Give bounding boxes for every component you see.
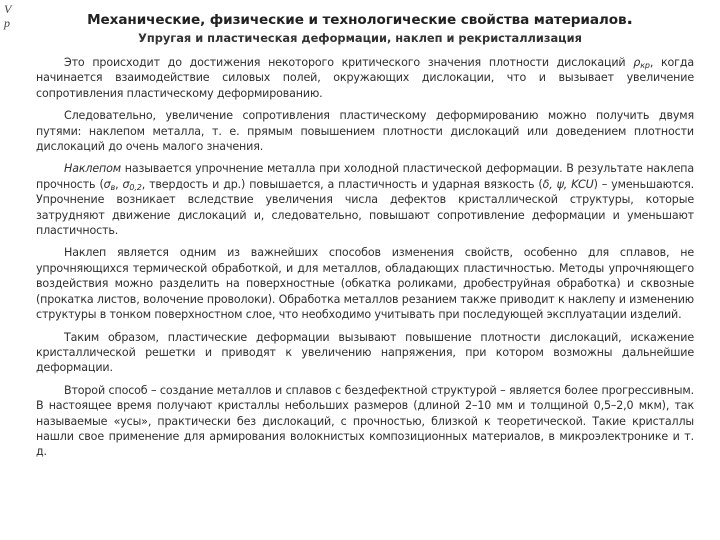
paragraph-hardening-methods: Наклеп является одним из важнейших способов изменения свойств, особенно для сплавов, не упрочняющихся термической обработкой, и для металлов, обладающих пластичностью. Методы упрочняющего воздействия можно разделить на поверхностные (обкатка роликами, дробеструйная обработка) и сквозные (прокатка листов, волочение проволоки). Обработка металлов резанием также приводит к наклепу и изменению структуры в тонком поверхностном слое, что необходимо учитывать при последующей эксплуатации изделий. [36,246,694,322]
sigma-02-symbol: σ [122,177,130,191]
page-title-text: Механические, физические и технологические свойства материалов [87,12,627,28]
p3-comma: , [115,177,123,191]
paragraph-two-ways: Следовательно, увеличение сопротивления пластическому деформированию можно получить двумя путями: наклепом металла, т. е. прямым повышением плотности дислокаций или доведением плотности дислокаций до очень малого значения. [36,109,694,154]
sigma-b-symbol: σ [103,177,111,191]
p3-text-2: , твердость и др.) повышается, а пластичность и ударная вязкость ( [141,177,543,191]
p1-text-before: Это происходит до достижения некоторого критического значения плотности дислокаций [64,56,634,69]
p3-text-3: ) – уменьшаются. Упрочнение возникает вследствие увеличения числа дефектов кристаллической структуры, которые затрудняют движение дислокаций и, следовательно, повышают сопротивление деформации и уменьшают пластичность. [36,177,694,238]
corner-mark: V p [4,2,12,30]
page-title [0,9,720,29]
sigma-b-subscript: в [110,182,116,192]
p3-text-1: называется упрочнение металла при холодной пластической деформации. В результате наклепа прочность ( [36,162,694,191]
rho-subscript: кр [640,61,650,70]
paragraph-defect-free-whiskers: Второй способ – создание металлов и сплавов с бездефектной структурой – является более прогрессивным. В настоящее время получают кристаллы небольших размеров (длиной 2–10 мм и толщиной 0,5–2,0 мкм), так называемые «усы», практически без дислокаций, с прочностью, близкой к теоретической. Такие кристаллы нашли свое применение для армирования волокнистых композиционных материалов, в микроэлектронике и т. д. [36,383,694,459]
rho-symbol: ρ [633,56,641,69]
body-text [36,55,694,460]
page-subtitle: Упругая и пластическая деформации, наклеп и рекристаллизация [138,31,582,45]
paragraph-conclusion: Таким образом, пластические деформации вызывают повышение плотности дислокаций, искажение кристаллической решетки и приводят к увеличению напряжения, при котором возможны дальнейшие деформации. [36,330,694,375]
paragraph-dislocation-density [36,55,694,101]
ductility-symbols: δ, ψ, KCU [542,177,594,191]
term-naklep: Наклепом [64,162,121,176]
p1-text-after: , когда начинается взаимодействие силовых полей, окружающих дислокации, что и вызывает увеличение сопротивления пластическому деформированию. [36,56,694,100]
paragraph-work-hardening-definition [36,161,694,238]
sigma-02-subscript: 0,2 [129,182,142,192]
page-title-dot: . [626,9,633,29]
